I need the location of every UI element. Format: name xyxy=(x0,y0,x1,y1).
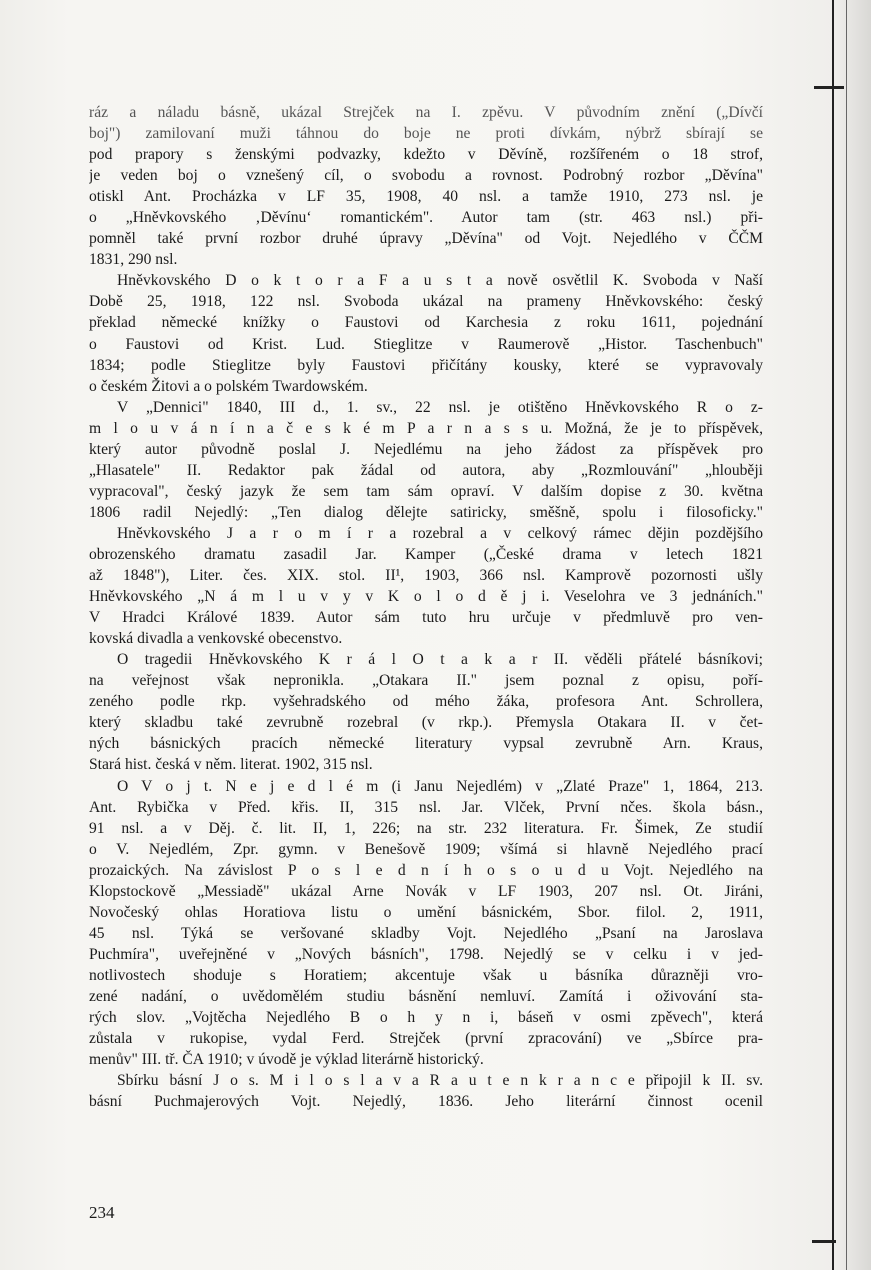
text-line: notlivostech shoduje s Horatiem; akcentuje však u básníka důrazněji vro- xyxy=(89,966,763,984)
text-line: ných básnických pracích německé literatury vypsal zevrubně Arn. Kraus, xyxy=(89,735,763,753)
text-line: Hněvkovského „N á m l u v y v K o l o d ě j i. Veselohra ve 3 jednáních." xyxy=(89,588,763,606)
text-line: Době 25, 1918, 122 nsl. Svoboda ukázal na prameny Hněvkovského: český xyxy=(89,293,763,311)
text-line: pomněl také první rozbor druhé úpravy „Děvína" od Vojt. Nejedlého v ČČM xyxy=(89,230,763,248)
text-line: až 1848"), Liter. čes. XIX. stol. II¹, 1903, 366 nsl. Kamprově pozornosti ušly xyxy=(89,567,763,585)
text-line: obrozenského dramatu zasadil Jar. Kamper („České drama v letech 1821 xyxy=(89,545,763,563)
text-line: Sbírku básní J o s. M i l o s l a v a R a u t e n k r a n c e připojil k II. sv. xyxy=(117,1072,763,1090)
text-line: Stará hist. česká v něm. literat. 1902, 315 nsl. xyxy=(89,756,373,774)
text-line: který autor původně poslal J. Nejedlému na jeho žádost za příspěvek pro xyxy=(89,440,763,458)
text-line: o Faustovi od Krist. Lud. Stieglitze v Raumerově „Histor. Taschenbuch" xyxy=(89,335,763,353)
text-line: zené nadání, o uvědomělém studiu básnění nemluví. Zamítá i oživování sta- xyxy=(89,987,763,1005)
text-line: rých slov. „Vojtěcha Nejedlého B o h y n i, báseň v osmi zpěvech", která xyxy=(89,1009,763,1027)
text-line: Ant. Rybička v Před. křis. II, 315 nsl. Jar. Vlček, První nčes. škola básn., xyxy=(89,798,763,816)
text-line: 91 nsl. a v Děj. č. lit. II, 1, 226; na str. 232 literatura. Fr. Šimek, Ze studií xyxy=(89,819,763,837)
text-line: zůstala v rukopise, vydal Ferd. Strejček (první zpracování) ve „Sbírce pra- xyxy=(89,1030,763,1048)
binding-mark-top xyxy=(814,86,844,89)
text-line: O V o j t. N e j e d l é m (i Janu Nejedlém) v „Zlaté Praze" 1, 1864, 213. xyxy=(117,777,763,795)
text-line: boj") zamilovaní muži táhnou do boje ne proti dívkám, nýbrž sbírají se xyxy=(89,125,763,143)
text-line: ráz a náladu básně, ukázal Strejček na I. zpěvu. V původním znění („Dívčí xyxy=(89,104,763,121)
body-text xyxy=(89,102,763,1112)
text-line: 1831, 290 nsl. xyxy=(89,251,178,269)
text-line: V Hradci Králové 1839. Autor sám tuto hru určuje v předmluvě pro ven- xyxy=(89,609,763,627)
text-line: Puchmíra", uveřejněné v „Nových básních", 1798. Nejedlý se v celku i v jed- xyxy=(89,945,763,963)
text-line: prozaických. Na závislost P o s l e d n í h o s o u d u Vojt. Nejedlého na xyxy=(89,861,763,879)
text-line: 1834; podle Stieglitze byly Faustovi přičítány kousky, které se vypravovaly xyxy=(89,356,763,374)
text-line: Hněvkovského D o k t o r a F a u s t a nově osvětlil K. Svoboda v Naší xyxy=(117,272,763,290)
text-line: Novočeský ohlas Horatiova listu o umění básnickém, Sbor. filol. 2, 1911, xyxy=(89,903,763,921)
text-line: je veden boj o vznešený cíl, o svobodu a rovnost. Podrobný rozbor „Děvína" xyxy=(89,167,763,185)
text-line: m l o u v á n í n a č e s k é m P a r n a s s u. Možná, že je to příspěvek, xyxy=(89,419,763,437)
text-line: kovská divadla a venkovské obecenstvo. xyxy=(89,630,343,648)
text-line: O tragedii Hněvkovského K r á l O t a k a r II. věděli přátelé básníkovi; xyxy=(117,651,763,669)
text-line: 1806 radil Nejedlý: „Ten dialog dělejte satiricky, směšně, spolu i filosoficky." xyxy=(89,503,763,521)
text-line: který skladbu také zevrubně rozebral (v rkp.). Přemysla Otakara II. v čet- xyxy=(89,714,763,732)
text-line: o „Hněvkovského ‚Děvínu‘ romantickém". Autor tam (str. 463 nsl.) při- xyxy=(89,209,763,227)
text-line: na veřejnost však nepronikla. „Otakara II." jsem poznal z opisu, poří- xyxy=(89,672,763,690)
text-line: „Hlasatele" II. Redaktor pak žádal od autora, aby „Rozmlouvání" „hlouběji xyxy=(89,461,763,479)
binding-edge-line xyxy=(832,0,834,1270)
text-line: vypracoval", český jazyk že sem tam sám opraví. V dalším dopise z 30. května xyxy=(89,482,763,500)
binding-mark-bottom xyxy=(812,1240,836,1243)
text-line: o V. Nejedlém, Zpr. gymn. v Benešově 1909; všímá si hlavně Nejedlého prací xyxy=(89,840,763,858)
text-line: o českém Žitovi a o polském Twardowském. xyxy=(89,377,368,395)
text-line: pod prapory s ženskými podvazky, kdežto v Děvíně, rozšířeném o 18 strof, xyxy=(89,146,763,164)
text-line: Hněvkovského J a r o m í r a rozebral a v celkový rámec dějin pozdějšího xyxy=(117,524,763,542)
text-line: otiskl Ant. Procházka v LF 35, 1908, 40 nsl. a tamže 1910, 273 nsl. je xyxy=(89,188,763,206)
binding-edge-shadow xyxy=(846,0,847,1270)
text-line: básní Puchmajerových Vojt. Nejedlý, 1836. Jeho literární činnost ocenil xyxy=(89,1093,763,1111)
text-line: 45 nsl. Týká se veršované skladby Vojt. Nejedlého „Psaní na Jaroslava xyxy=(89,924,763,942)
text-line: překlad německé knížky o Faustovi od Karchesia z roku 1611, pojednání xyxy=(89,314,763,332)
page-number: 234 xyxy=(89,1203,115,1222)
text-line: zeného podle rkp. vyšehradského od mého žáka, profesora Ant. Schrollera, xyxy=(89,693,763,711)
text-line: Klopstockově „Messiadě" ukázal Arne Novák v LF 1903, 207 nsl. Ot. Jiráni, xyxy=(89,882,763,900)
text-line: menův" III. tř. ČA 1910; v úvodě je výklad literárně historický. xyxy=(89,1051,484,1069)
text-line: V „Dennici" 1840, III d., 1. sv., 22 nsl. je otištěno Hněvkovského R o z- xyxy=(117,398,763,416)
